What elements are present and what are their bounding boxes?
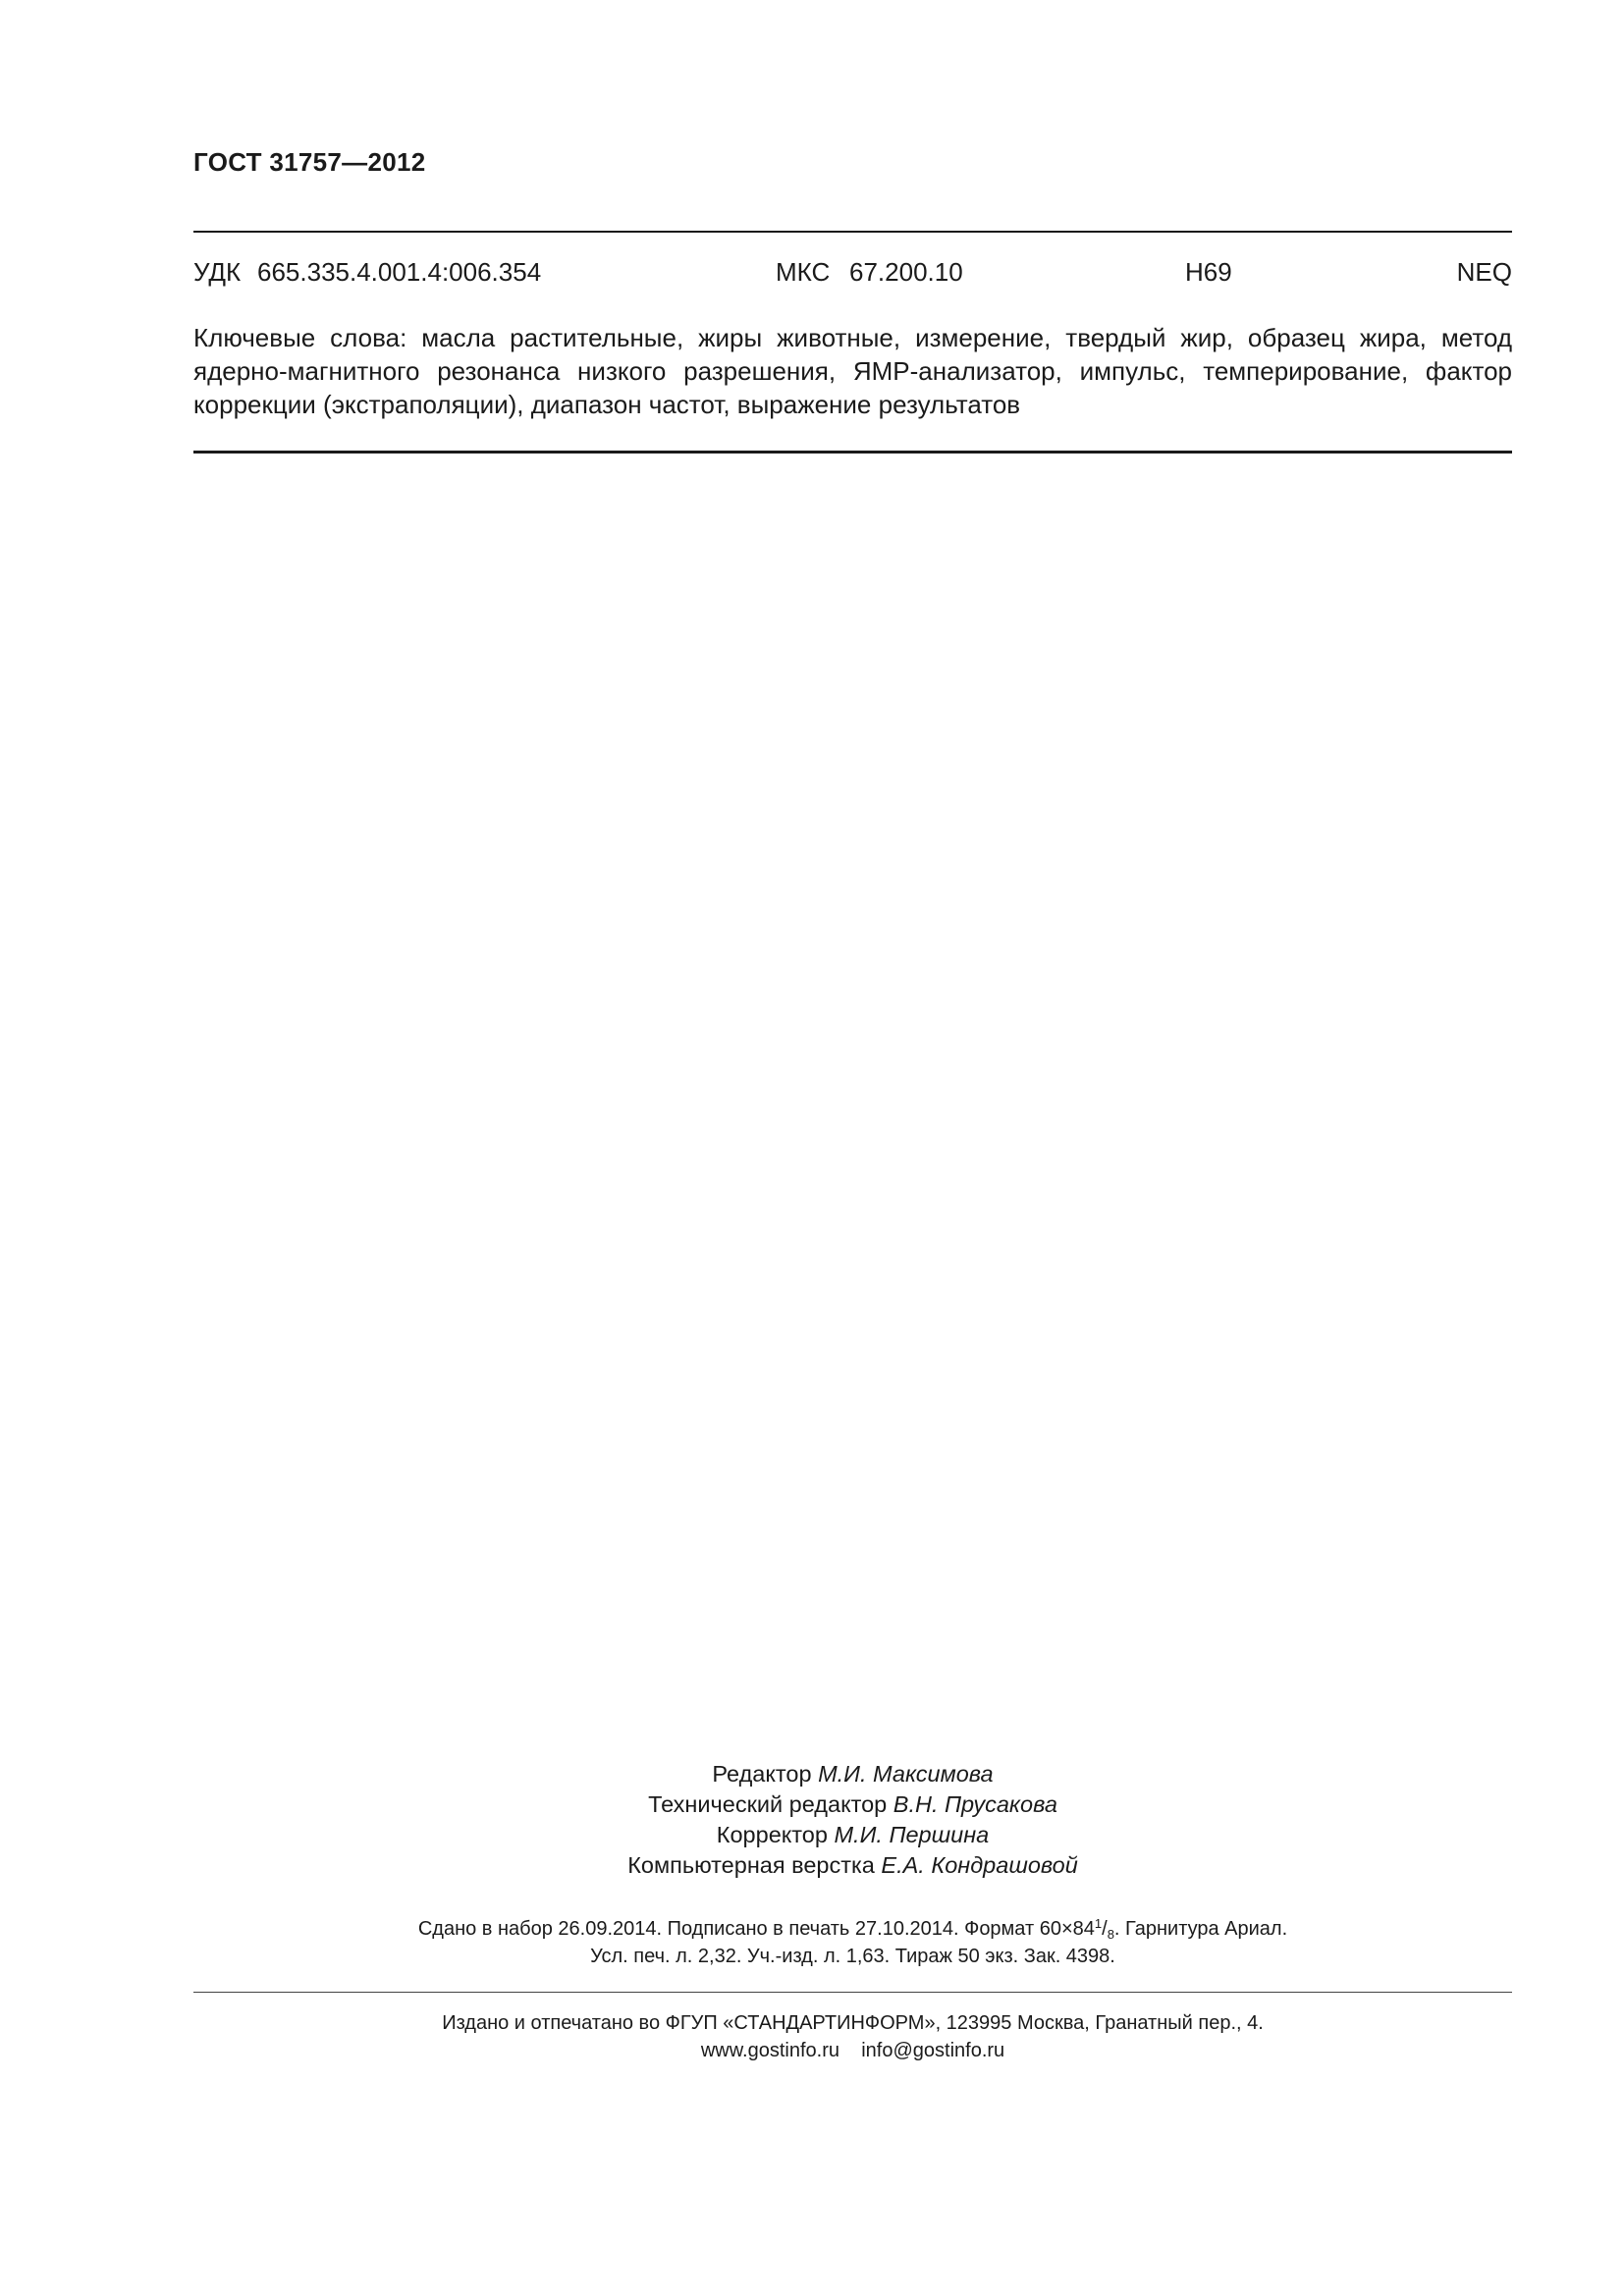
credit-line-editor [193, 1759, 1512, 1789]
keywords-divider [193, 451, 1512, 454]
top-divider [193, 231, 1512, 233]
publisher-block [193, 2009, 1512, 2064]
credit-role: Технический редактор [648, 1791, 888, 1817]
print-info-line-1 [193, 1915, 1512, 1943]
category-code: Н69 [1185, 257, 1232, 287]
publisher-address: Издано и отпечатано во ФГУП «СТАНДАРТИНФОРМ», 123995 Москва, Гранатный пер., 4. [442, 2012, 1264, 2034]
print-info-line-2: Усл. печ. л. 2,32. Уч.-изд. л. 1,63. Тираж 50 экз. Зак. 4398. [590, 1946, 1115, 1967]
format-fraction-denominator: 8 [1107, 1927, 1114, 1942]
mks-label: МКС [776, 257, 831, 287]
publisher-web-contacts: www.gostinfo.ru info@gostinfo.ru [700, 2040, 1005, 2061]
print-dates-text: Сдано в набор 26.09.2014. Подписано в печать 27.10.2014. Формат 60×84 [417, 1918, 1095, 1940]
credit-line-proofreader [193, 1820, 1512, 1850]
credit-name: М.И. Максимова [818, 1761, 994, 1787]
credit-role: Корректор [716, 1822, 828, 1847]
udk-value: 665.335.4.001.4:006.354 [257, 257, 542, 287]
format-fraction-slash: / [1102, 1918, 1108, 1940]
udk-label: УДК [193, 257, 242, 287]
credit-name: В.Н. Прусакова [893, 1791, 1057, 1817]
credit-role: Редактор [712, 1761, 812, 1787]
credit-line-technical-editor [193, 1789, 1512, 1820]
mks-value: 67.200.10 [849, 257, 963, 287]
keywords-paragraph: Ключевые слова: масла растительные, жиры животные, измерение, твердый жир, образец жира, метод ядерно-магнитного резонанса низкого разрешения, ЯМР-анализатор, импульс, темперирование, фактор коррекции (экстраполяции), диапазон частот, выражение результатов [193, 323, 1512, 419]
credit-role: Компьютерная верстка [627, 1852, 875, 1878]
document-header-standard-id: ГОСТ 31757—2012 [193, 147, 426, 177]
footer-divider [193, 1992, 1512, 1993]
credit-line-layout [193, 1850, 1512, 1881]
print-info-block [193, 1915, 1512, 1970]
format-fraction-numerator: 1 [1094, 1916, 1103, 1931]
credits-block [193, 1759, 1512, 1881]
typeface-text: . Гарнитура Ариал. [1113, 1918, 1288, 1940]
classification-row [193, 257, 1512, 291]
credit-name: М.И. Першина [834, 1822, 990, 1847]
equivalence-degree: NEQ [1456, 257, 1512, 287]
credit-name: Е.А. Кондрашовой [881, 1852, 1078, 1878]
